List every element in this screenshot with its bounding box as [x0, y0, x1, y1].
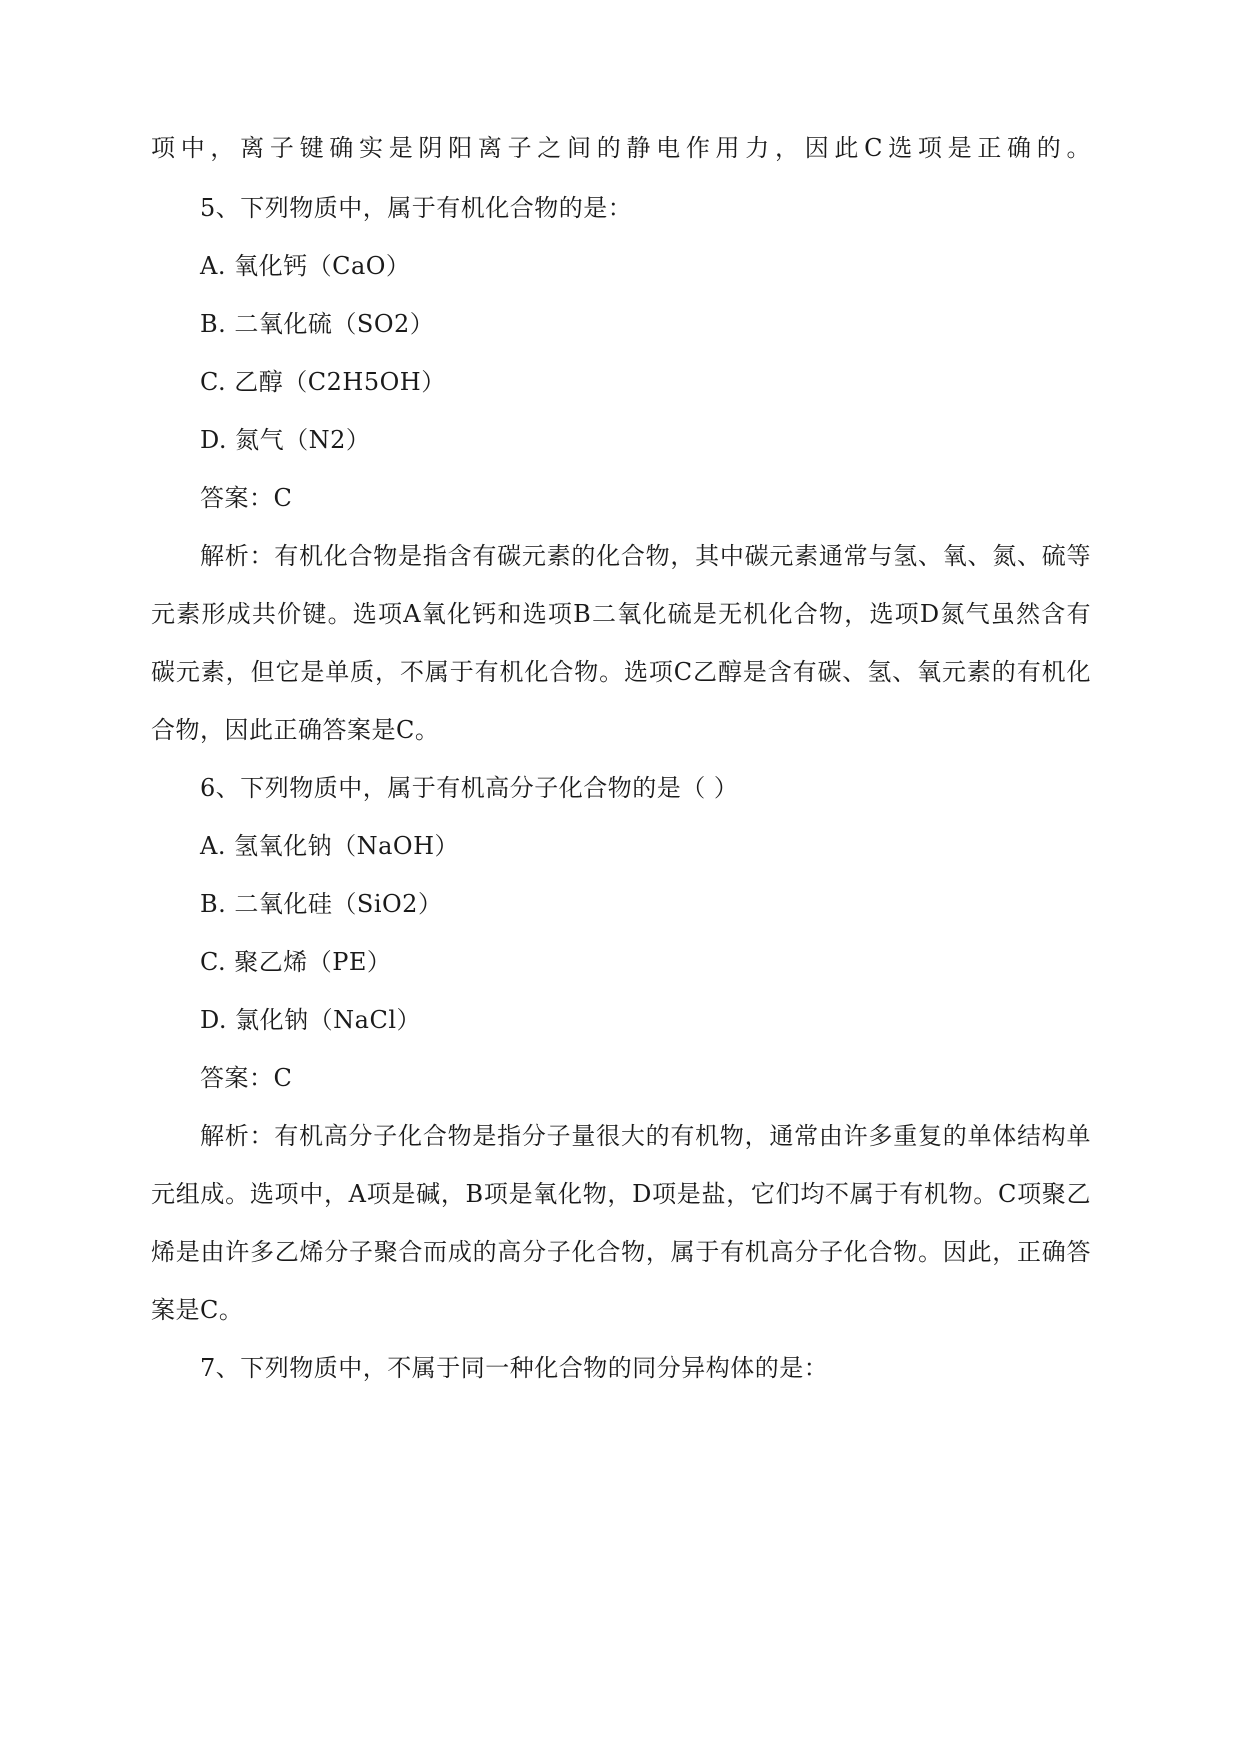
- q5-explanation-line-3: 碳元素，但它是单质，不属于有机化合物。选项C乙醇是含有碳、氢、氧元素的有机化: [151, 658, 1091, 686]
- q5-explanation-line-1: 解析：有机化合物是指含有碳元素的化合物，其中碳元素通常与氢、氧、氮、硫等: [200, 542, 1091, 570]
- q6-answer: 答案：C: [200, 1064, 293, 1092]
- q5-option-d: D. 氮气（N2）: [200, 426, 371, 454]
- q5-answer: 答案：C: [200, 484, 293, 512]
- q6-option-c: C. 聚乙烯（PE）: [200, 948, 392, 976]
- q5-option-a: A. 氧化钙（CaO）: [200, 252, 411, 280]
- q6-option-a: A. 氢氧化钠（NaOH）: [200, 832, 460, 860]
- q6-explanation-line-1: 解析：有机高分子化合物是指分子量很大的有机物，通常由许多重复的单体结构单: [200, 1122, 1091, 1150]
- q6-option-d: D. 氯化钠（NaCl）: [200, 1006, 421, 1034]
- paragraph-continuation: 项中，离子键确实是阴阳离子之间的静电作用力，因此C选项是正确的。: [151, 134, 1091, 162]
- q6-explanation-line-3: 烯是由许多乙烯分子聚合而成的高分子化合物，属于有机高分子化合物。因此，正确答: [151, 1238, 1091, 1266]
- q5-explanation-line-4: 合物，因此正确答案是C。: [151, 716, 440, 744]
- question-7: 7、下列物质中，不属于同一种化合物的同分异构体的是：: [200, 1354, 829, 1382]
- q5-explanation-line-2: 元素形成共价键。选项A氧化钙和选项B二氧化硫是无机化合物，选项D氮气虽然含有: [151, 600, 1091, 628]
- q5-option-c: C. 乙醇（C2H5OH）: [200, 368, 446, 396]
- q6-option-b: B. 二氧化硅（SiO2）: [200, 890, 443, 918]
- q5-option-b: B. 二氧化硫（SO2）: [200, 310, 435, 338]
- question-5: 5、下列物质中，属于有机化合物的是：: [200, 194, 633, 222]
- question-6: 6、下列物质中，属于有机高分子化合物的是（ ）: [200, 774, 739, 802]
- q6-explanation-line-4: 案是C。: [151, 1296, 244, 1324]
- q6-explanation-line-2: 元组成。选项中，A项是碱，B项是氧化物，D项是盐，它们均不属于有机物。C项聚乙: [151, 1180, 1091, 1208]
